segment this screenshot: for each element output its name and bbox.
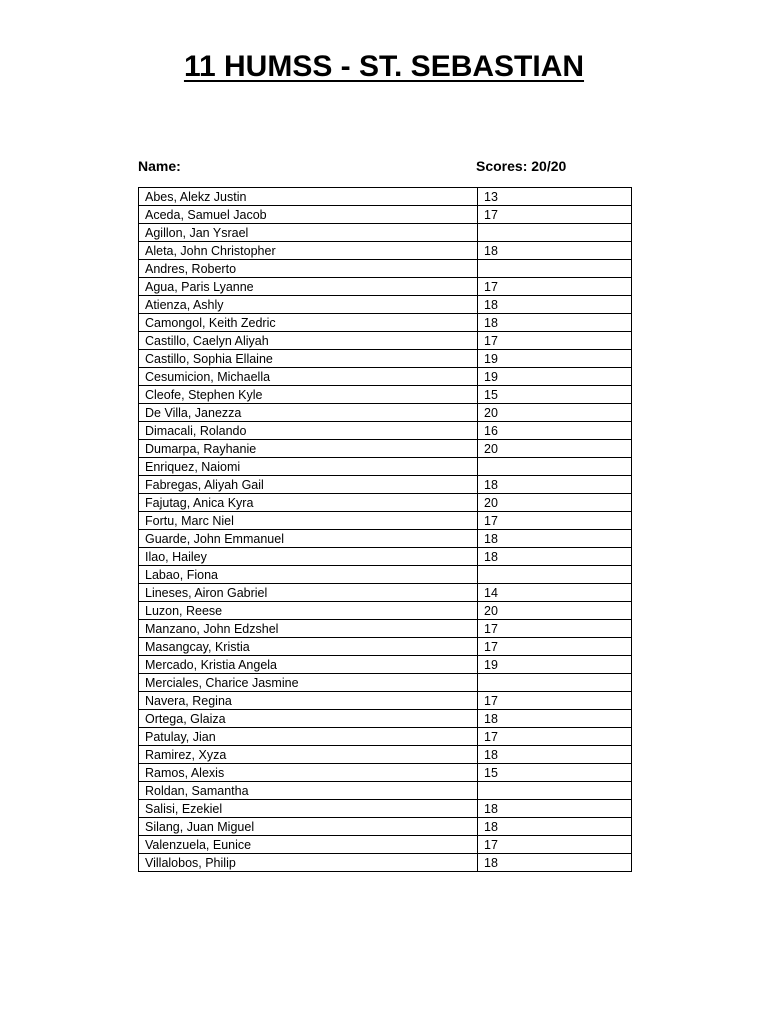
- table-row: [139, 728, 632, 746]
- student-name-cell: De Villa, Janezza: [139, 404, 478, 422]
- student-score-cell: 18: [478, 800, 632, 818]
- score-column-header: Scores: 20/20: [476, 158, 567, 174]
- student-name-cell: Guarde, John Emmanuel: [139, 530, 478, 548]
- table-row: [139, 224, 632, 242]
- student-score-cell: 18: [478, 314, 632, 332]
- student-name-cell: Valenzuela, Eunice: [139, 836, 478, 854]
- table-row: [139, 188, 632, 206]
- student-score-cell: 17: [478, 278, 632, 296]
- table-row: [139, 206, 632, 224]
- table-row: [139, 368, 632, 386]
- table-row: [139, 350, 632, 368]
- student-name-cell: Manzano, John Edzshel: [139, 620, 478, 638]
- student-name-cell: Masangcay, Kristia: [139, 638, 478, 656]
- table-row: [139, 764, 632, 782]
- table-row: [139, 458, 632, 476]
- student-name-cell: Aleta, John Christopher: [139, 242, 478, 260]
- table-row: [139, 782, 632, 800]
- table-row: [139, 296, 632, 314]
- student-score-cell: 17: [478, 206, 632, 224]
- table-row: [139, 278, 632, 296]
- student-name-cell: Labao, Fiona: [139, 566, 478, 584]
- student-score-cell: 20: [478, 440, 632, 458]
- student-name-cell: Lineses, Airon Gabriel: [139, 584, 478, 602]
- table-row: [139, 674, 632, 692]
- student-score-cell: 18: [478, 746, 632, 764]
- student-score-cell: 17: [478, 836, 632, 854]
- table-row: [139, 710, 632, 728]
- table-row: [139, 818, 632, 836]
- student-name-cell: Roldan, Samantha: [139, 782, 478, 800]
- student-name-cell: Enriquez, Naiomi: [139, 458, 478, 476]
- student-name-cell: Ramirez, Xyza: [139, 746, 478, 764]
- student-name-cell: Cesumicion, Michaella: [139, 368, 478, 386]
- table-row: [139, 404, 632, 422]
- student-score-cell: 17: [478, 332, 632, 350]
- student-name-cell: Dimacali, Rolando: [139, 422, 478, 440]
- student-score-cell: 20: [478, 602, 632, 620]
- student-score-cell: 17: [478, 692, 632, 710]
- student-name-cell: Ilao, Hailey: [139, 548, 478, 566]
- student-name-cell: Andres, Roberto: [139, 260, 478, 278]
- student-name-cell: Camongol, Keith Zedric: [139, 314, 478, 332]
- name-column-header: Name:: [138, 158, 181, 174]
- table-row: [139, 620, 632, 638]
- student-name-cell: Fabregas, Aliyah Gail: [139, 476, 478, 494]
- student-name-cell: Ramos, Alexis: [139, 764, 478, 782]
- table-row: [139, 530, 632, 548]
- student-name-cell: Fortu, Marc Niel: [139, 512, 478, 530]
- student-name-cell: Merciales, Charice Jasmine: [139, 674, 478, 692]
- student-name-cell: Salisi, Ezekiel: [139, 800, 478, 818]
- table-row: [139, 836, 632, 854]
- scores-table-body: [139, 188, 632, 872]
- student-score-cell: 20: [478, 404, 632, 422]
- student-score-cell: 19: [478, 368, 632, 386]
- student-score-cell: 18: [478, 710, 632, 728]
- student-score-cell: [478, 224, 632, 242]
- student-name-cell: Abes, Alekz Justin: [139, 188, 478, 206]
- student-score-cell: 15: [478, 764, 632, 782]
- table-row: [139, 332, 632, 350]
- table-row: [139, 476, 632, 494]
- student-name-cell: Atienza, Ashly: [139, 296, 478, 314]
- student-score-cell: [478, 566, 632, 584]
- table-row: [139, 512, 632, 530]
- student-name-cell: Aceda, Samuel Jacob: [139, 206, 478, 224]
- student-name-cell: Villalobos, Philip: [139, 854, 478, 872]
- document-title: [0, 48, 768, 86]
- student-score-cell: 18: [478, 530, 632, 548]
- student-score-cell: 17: [478, 620, 632, 638]
- student-name-cell: Luzon, Reese: [139, 602, 478, 620]
- table-row: [139, 584, 632, 602]
- student-score-cell: 19: [478, 350, 632, 368]
- table-row: [139, 314, 632, 332]
- scores-table: [138, 187, 632, 872]
- student-score-cell: 18: [478, 854, 632, 872]
- table-row: [139, 548, 632, 566]
- student-score-cell: 17: [478, 638, 632, 656]
- table-row: [139, 260, 632, 278]
- student-score-cell: 19: [478, 656, 632, 674]
- table-row: [139, 746, 632, 764]
- student-score-cell: 20: [478, 494, 632, 512]
- student-name-cell: Agua, Paris Lyanne: [139, 278, 478, 296]
- table-row: [139, 800, 632, 818]
- student-score-cell: 18: [478, 296, 632, 314]
- student-name-cell: Dumarpa, Rayhanie: [139, 440, 478, 458]
- table-row: [139, 692, 632, 710]
- table-row: [139, 854, 632, 872]
- student-score-cell: 15: [478, 386, 632, 404]
- student-score-cell: [478, 458, 632, 476]
- table-row: [139, 602, 632, 620]
- table-row: [139, 440, 632, 458]
- student-score-cell: 18: [478, 476, 632, 494]
- table-row: [139, 656, 632, 674]
- student-name-cell: Ortega, Glaiza: [139, 710, 478, 728]
- student-score-cell: 18: [478, 818, 632, 836]
- student-score-cell: 14: [478, 584, 632, 602]
- table-row: [139, 494, 632, 512]
- student-score-cell: 17: [478, 512, 632, 530]
- student-score-cell: [478, 260, 632, 278]
- student-name-cell: Mercado, Kristia Angela: [139, 656, 478, 674]
- table-row: [139, 422, 632, 440]
- student-name-cell: Patulay, Jian: [139, 728, 478, 746]
- table-row: [139, 566, 632, 584]
- table-row: [139, 242, 632, 260]
- student-score-cell: 17: [478, 728, 632, 746]
- table-row: [139, 386, 632, 404]
- student-score-cell: 13: [478, 188, 632, 206]
- student-score-cell: 16: [478, 422, 632, 440]
- table-row: [139, 638, 632, 656]
- student-score-cell: [478, 674, 632, 692]
- student-name-cell: Castillo, Caelyn Aliyah: [139, 332, 478, 350]
- student-score-cell: 18: [478, 242, 632, 260]
- student-name-cell: Castillo, Sophia Ellaine: [139, 350, 478, 368]
- document-title-text: 11 HUMSS - ST. SEBASTIAN: [183, 50, 585, 83]
- student-score-cell: [478, 782, 632, 800]
- student-name-cell: Navera, Regina: [139, 692, 478, 710]
- student-name-cell: Silang, Juan Miguel: [139, 818, 478, 836]
- student-name-cell: Cleofe, Stephen Kyle: [139, 386, 478, 404]
- student-score-cell: 18: [478, 548, 632, 566]
- student-name-cell: Fajutag, Anica Kyra: [139, 494, 478, 512]
- student-name-cell: Agillon, Jan Ysrael: [139, 224, 478, 242]
